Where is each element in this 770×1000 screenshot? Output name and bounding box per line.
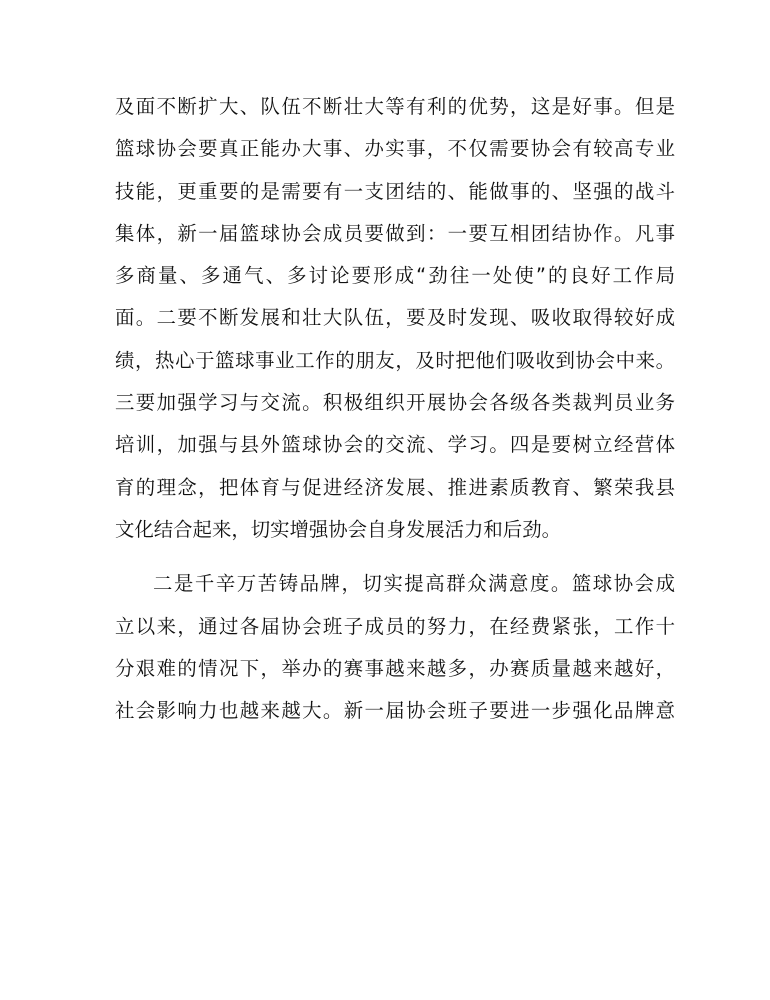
text-line: 技能，更重要的是需要有一支团结的、能做事的、坚强的战斗 (115, 179, 675, 203)
text-line: 三要加强学习与交流。积极组织开展协会各级各类裁判员业务 (115, 391, 675, 415)
text-line: 社会影响力也越来越大。新一届协会班子要进一步强化品牌意 (115, 699, 675, 723)
text-line: 培训，加强与县外篮球协会的交流、学习。四是要树立经营体 (115, 433, 675, 457)
paragraph-spacer (115, 551, 675, 563)
text-line: 育的理念，把体育与促进经济发展、推进素质教育、繁荣我县 (115, 475, 675, 499)
text-line: 集体，新一届篮球协会成员要做到：一要互相团结协作。凡事 (115, 221, 675, 245)
paragraph-1 (115, 86, 675, 551)
text-line: 二是千辛万苦铸品牌，切实提高群众满意度。篮球协会成 (153, 572, 675, 596)
text-line: 面。二要不断发展和壮大队伍，要及时发现、吸收取得较好成 (115, 306, 675, 330)
text-line: 文化结合起来，切实增强协会自身发展活力和后劲。 (115, 517, 561, 541)
text-line: 立以来，通过各届协会班子成员的努力，在经费紧张，工作十 (115, 614, 675, 638)
text-line: 篮球协会要真正能办大事、办实事，不仅需要协会有较高专业 (115, 137, 675, 161)
paragraph-2 (115, 563, 675, 732)
text-line: 及面不断扩大、队伍不断壮大等有利的优势，这是好事。但是 (115, 95, 675, 118)
text-line: 分艰难的情况下，举办的赛事越来越多，办赛质量越来越好， (115, 656, 675, 680)
text-line: 绩，热心于篮球事业工作的朋友，及时把他们吸收到协会中来。 (115, 348, 675, 372)
document-body (115, 86, 675, 732)
text-line: 多商量、多通气、多讨论要形成“劲往一处使”的良好工作局 (115, 264, 675, 288)
